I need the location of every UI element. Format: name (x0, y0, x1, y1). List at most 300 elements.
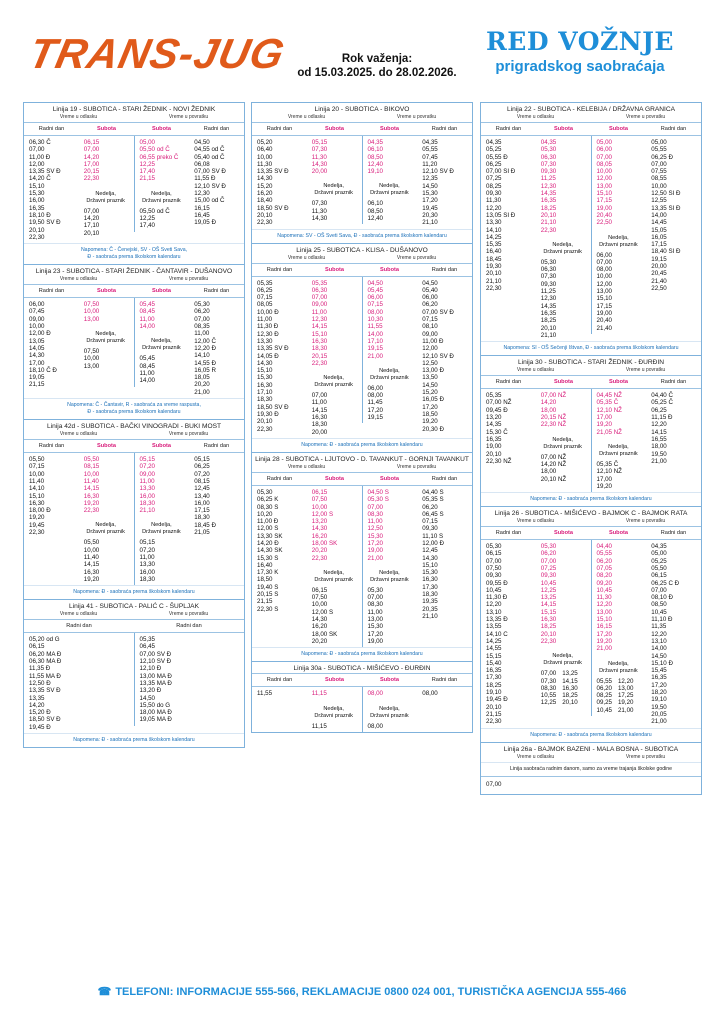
departure-time: 08,50 (367, 207, 383, 215)
departure-time: 12,30 (194, 190, 210, 198)
departure-time: 07,00 (83, 146, 100, 154)
line-title: Linija 25 - SUBOTICA - KLISA - DUŠANOVO (296, 246, 428, 254)
departure-time: 04,35 (486, 139, 502, 146)
holiday-times (368, 723, 418, 730)
departure-time: 13,40 (194, 492, 210, 500)
departure-time: 12,20 Đ (194, 344, 216, 352)
line-title: Linija 28 - SUBOTICA - LJUTOVO - D. TAVANKUT - GORNJI TAVANKUT (255, 455, 469, 463)
departure-time: 16,30 (83, 568, 100, 576)
departure-time: 14,30 SK (257, 547, 283, 555)
day-header: Subota (325, 266, 344, 273)
departure-time: 13,00 Đ (422, 367, 444, 375)
day-headers (481, 526, 701, 540)
line-block (251, 243, 473, 453)
time-column (134, 136, 190, 232)
departure-time: 18,00 MA Đ (139, 709, 172, 717)
departure-time: 18,50 SV Đ (29, 716, 61, 724)
departure-time: 07,00 (481, 776, 701, 794)
departure-time: 05,30 S (367, 496, 389, 504)
line-block (480, 742, 702, 795)
departure-time: 13,20 Đ (139, 687, 162, 695)
departure-time: 07,00 (651, 586, 667, 594)
departure-time: 20,15 S (257, 591, 279, 599)
departure-time: 12,55 (651, 197, 667, 205)
holiday-times (312, 723, 362, 730)
departure-time: 15,30 (367, 532, 383, 540)
departure-time: 19,20 (596, 637, 612, 645)
line-title: Linija 30a - SUBOTICA - MIŠIĆEVO - ĐURĐIN (293, 665, 431, 673)
departure-time: 06,40 (257, 146, 273, 154)
time-column (189, 298, 244, 398)
departure-time: 14,25 (486, 233, 502, 241)
holiday-label (368, 706, 418, 720)
departure-time: 14,20 Đ (257, 539, 279, 547)
departure-time: 09,30 (486, 572, 502, 580)
departure-time: 09,30 (540, 280, 557, 288)
departure-time: 20,00 (311, 428, 328, 436)
holiday-times (312, 200, 362, 222)
departure-time: 22,30 (257, 425, 273, 433)
departure-time: 20,10 (257, 211, 273, 219)
departure-time: 15,30 (257, 374, 273, 382)
departure-time: 07,00 (367, 503, 383, 511)
departure-time: 14,00 (651, 645, 667, 653)
departure-time: 09,55 Đ (486, 579, 508, 587)
line-title: Linija 30 - SUBOTICA - STARI ŽEDNIK - ĐURĐIN (517, 359, 665, 367)
holiday-label-line: Državni praznik (314, 382, 353, 389)
direction-label: Vreme u odlasku (287, 254, 326, 261)
line-block (251, 452, 473, 662)
departure-time: 21,10 (139, 507, 155, 515)
departure-time: 14,00 (139, 377, 155, 385)
departure-time: 21,05 NŽ (596, 428, 622, 436)
departure-time: 06,00 (367, 294, 383, 302)
time-column (646, 389, 701, 467)
departure-time: 10,00 (29, 470, 45, 478)
line-title: Linija 26 - SUBOTICA - MIŠIĆEVO - BAJMOK C - BAJMOK RATA (494, 510, 688, 518)
departure-time: 20,10 (540, 630, 557, 638)
holiday-time-pair (597, 692, 647, 699)
departure-time: 13,35 SV Đ (29, 168, 61, 176)
line-note-text: Napomena: Đ - saobraća prema školskom kalendaru (73, 589, 195, 596)
departure-time: 06,25 (651, 406, 667, 414)
holiday-time-pair (541, 699, 591, 706)
departure-time: 17,20 (651, 681, 667, 689)
departure-time: 06,20 (596, 557, 612, 565)
holiday-times (84, 348, 134, 370)
timetable-body (24, 633, 244, 733)
departure-time: 11,35 Đ (29, 665, 51, 673)
time-column (481, 136, 536, 294)
departure-time: 11,00 (367, 518, 383, 526)
departure-time: 17,15 (596, 197, 612, 205)
departure-time: 07,00 (194, 315, 210, 323)
holiday-label-line: Državni praznik (86, 338, 125, 345)
departure-time: 18,45 (486, 255, 502, 263)
day-headers (481, 375, 701, 389)
departure-time: 16,40 (257, 561, 273, 569)
direction-labels (481, 754, 701, 762)
line-note-text: Napomena: Đ - saobraća prema školskom kalendaru (530, 496, 652, 503)
departure-time: 08,25 (596, 692, 612, 700)
day-header: Radni dan (495, 126, 522, 132)
departure-time: 17,20 (367, 630, 383, 638)
holiday-label (597, 661, 647, 675)
departure-time: 11,35 (651, 623, 667, 631)
day-header: Subota (554, 126, 573, 132)
departure-time: 22,30 (540, 637, 557, 645)
direction-label: Vreme u povratku (396, 254, 437, 261)
time-column (252, 486, 307, 615)
departure-time: 12,10 SV Đ (422, 168, 454, 176)
departure-time: 16,30 (29, 499, 45, 507)
departure-time: 11,55 (257, 690, 273, 698)
direction-label: Vreme u odlasku (516, 367, 555, 374)
direction-label: Vreme u odlasku (59, 431, 98, 438)
line-title: Linija 22 - SUBOTICA - KELEBIJA / DRŽAVNA GRANICA (506, 106, 676, 113)
departure-time: 21,00 (617, 706, 634, 714)
departure-time: 07,05 (596, 564, 612, 572)
departure-time: 20,15 (83, 168, 100, 176)
departure-time: 17,40 (139, 168, 155, 176)
departure-time: 12,00 S (311, 510, 334, 518)
departure-time: 18,00 SK (311, 539, 338, 547)
timetable-body (252, 687, 472, 732)
departure-time: 08,20 (596, 572, 612, 580)
departure-time: 11,00 (139, 477, 155, 485)
time-column (189, 136, 244, 229)
departure-time: 12,00 Đ (422, 539, 444, 547)
holiday-label (368, 183, 418, 197)
departure-time: 12,20 (596, 601, 612, 609)
line-note-text: Đ - saobraća prema školskom kalendaru (87, 409, 181, 416)
departure-time: 10,00 (311, 601, 328, 609)
departure-time: 07,00 SV Đ (139, 650, 172, 658)
departure-time: 14,00 (367, 330, 383, 338)
departure-time: 15,10 (596, 616, 612, 624)
departure-time: 12,35 (422, 175, 438, 183)
departure-time: 19,45 Đ (486, 696, 508, 704)
holiday-label-line: Državni praznik (142, 345, 181, 352)
line-note-text: Napomena: Đ - saobraća prema školskom kalendaru (301, 651, 423, 658)
holiday-label-line: Državni praznik (370, 576, 409, 583)
departure-time: 14,30 (257, 359, 273, 367)
departure-time: 15,10 (596, 190, 612, 198)
departure-time: 06,00 (596, 251, 612, 259)
departure-time: 19,50 (651, 450, 667, 458)
departure-time: 07,45 (422, 153, 438, 161)
departure-time: 12,20 (651, 630, 667, 638)
departure-time: 07,50 (486, 564, 502, 572)
departure-time: 21,40 (651, 277, 667, 285)
departure-time: 13,25 (562, 670, 578, 678)
departure-time: 06,30 MA Đ (29, 658, 62, 666)
holiday-times (368, 587, 418, 645)
departure-time: 07,25 (486, 175, 502, 183)
direction-label: Vreme u odlasku (59, 114, 98, 120)
departure-time: 19,20 (422, 418, 438, 426)
departure-time: 22,30 (311, 359, 328, 367)
departure-time: 21,10 (422, 612, 438, 620)
line-note-text: Napomena: Đ - saobraća prema školskom kalendaru (73, 737, 195, 744)
departure-time: 06,45 (139, 643, 155, 651)
departure-time: 06,30 (540, 266, 557, 274)
departure-time: 19,20 (617, 699, 634, 707)
departure-time: 14,50 (651, 652, 667, 660)
departure-time: 10,00 (83, 308, 100, 316)
time-column (252, 136, 307, 229)
direction-label: Vreme u odlasku (59, 611, 98, 618)
departure-time: 18,30 (257, 396, 273, 404)
direction-label: Vreme u odlasku (287, 114, 326, 120)
line-title: Linija 26a - BAJMOK BAZENI - MALA BOSNA - SUBOTICA (503, 745, 679, 753)
departure-time: 07,45 (29, 308, 45, 316)
departure-time: 06,15 (83, 139, 100, 146)
departure-time: 18,40 SI Đ (651, 248, 681, 256)
schedule-column-3 (480, 103, 702, 795)
departure-time: 19,10 (651, 696, 667, 704)
departure-time: 07,00 (596, 153, 612, 161)
direction-label: Vreme u povratku (396, 114, 437, 120)
direction-label: Vreme u odlasku (516, 753, 555, 760)
departure-time: 07,00 (651, 160, 667, 168)
departure-time: 08,00 (422, 690, 438, 698)
departure-time: 10,45 (596, 706, 612, 714)
departure-time: 18,30 (139, 575, 155, 583)
departure-time: 17,30 (486, 674, 502, 682)
holiday-label-line: Nedelja, (379, 367, 400, 374)
departure-time: 12,20 (617, 677, 634, 685)
departure-time: 12,40 (367, 215, 383, 223)
departure-time: 14,35 (486, 421, 502, 429)
departure-time: 12,00 (422, 345, 438, 353)
holiday-label (368, 368, 418, 382)
departure-time: 08,00 (367, 392, 383, 400)
departure-time: 15,10 (29, 182, 45, 190)
day-header: Subota (380, 475, 399, 482)
holiday-label (84, 522, 134, 536)
departure-time: 17,40 (139, 222, 155, 230)
direction-label: Vreme u povratku (396, 463, 437, 470)
day-header: Subota (325, 475, 344, 482)
departure-time: 07,55 (651, 168, 667, 176)
departure-time: 19,00 (486, 443, 502, 451)
time-column (417, 277, 472, 435)
departure-time: 11,00 (194, 330, 210, 338)
holiday-label (84, 191, 134, 205)
time-column (24, 633, 134, 733)
departure-time: 11,15 Đ (651, 414, 673, 422)
departure-time: 09,00 (139, 470, 155, 478)
departure-time: 10,00 Đ (257, 308, 279, 316)
departure-time: 21,15 (139, 175, 155, 183)
line-title: Linija 42d - SUBOTICA - BAČKI VINOGRADI - BUKI MOST (46, 423, 222, 431)
departure-time: 11,40 (29, 477, 45, 485)
departure-time: 05,45 (367, 286, 383, 294)
departure-time: 07,30 (311, 200, 328, 208)
departure-time: 14,20 NŽ (540, 460, 567, 468)
departure-time: 20,30 Đ (422, 425, 444, 433)
departure-time: 16,30 (311, 337, 328, 345)
direction-labels (24, 276, 244, 284)
departure-time: 13,00 (596, 182, 612, 190)
day-header: Radni dan (38, 443, 65, 450)
departure-time: 16,05 Đ (422, 396, 444, 404)
holiday-time-pair (597, 699, 647, 706)
departure-time: 12,20 (486, 601, 502, 609)
departure-time: 06,45 S (422, 510, 444, 518)
holiday-label (140, 191, 190, 205)
departure-time: 06,30 Č (29, 139, 51, 146)
departure-time: 16,45 (194, 211, 210, 219)
time-column (536, 389, 591, 485)
departure-time: 06,20 (194, 308, 210, 316)
departure-time: 14,20 (83, 153, 100, 161)
departure-time: 08,00 (367, 308, 383, 316)
direction-label: Vreme u povratku (625, 518, 666, 525)
departure-time: 15,40 (486, 659, 502, 667)
departure-time: 06,15 (311, 488, 328, 496)
departure-time: 06,25 (194, 463, 210, 471)
departure-time: 11,20 (422, 160, 438, 168)
day-headers (481, 122, 701, 136)
departure-time: 10,00 (29, 323, 45, 331)
departure-time: 14,35 (540, 302, 557, 310)
departure-time: 20,10 (257, 418, 273, 426)
departure-time: 12,50 (422, 359, 438, 367)
time-column (417, 687, 472, 699)
departure-time: 14,05 Đ (257, 352, 279, 360)
departure-time: 15,10 (257, 367, 273, 375)
departure-time: 07,00 (486, 557, 502, 565)
holiday-label-line: Državni praznik (543, 248, 582, 255)
direction-labels (24, 611, 244, 619)
departure-time: 05,25 Č (651, 399, 673, 407)
departure-time: 13,00 (596, 608, 612, 616)
departure-time: 16,35 (486, 435, 502, 443)
day-headers (252, 673, 472, 687)
departure-time: 22,30 (29, 528, 45, 536)
departure-time: 16,30 (562, 684, 578, 692)
departure-time: 13,00 MA Đ (139, 672, 172, 680)
departure-time: 16,30 (311, 414, 328, 422)
line-note-text: Napomena: SI - OŠ Sečenji Ištvan, Đ - saobraća prema školskom kalendaru (503, 345, 679, 352)
time-column (536, 540, 591, 709)
holiday-label (312, 375, 362, 389)
holiday-label-line: Nedelja, (552, 436, 573, 443)
departure-time: 05,00 (139, 139, 155, 146)
day-header: Radni dan (38, 126, 65, 132)
timetable-body (24, 136, 244, 243)
departure-time: 16,55 (651, 435, 667, 443)
departure-time: 13,05 SI Đ (486, 211, 516, 219)
time-column (591, 540, 647, 716)
time-column (362, 687, 418, 732)
holiday-times (312, 587, 362, 645)
day-header: Radni dan (660, 379, 687, 386)
departure-time: 18,25 (486, 681, 502, 689)
holiday-label-line: Nedelja, (95, 331, 116, 338)
departure-time: 13,10 (651, 637, 667, 645)
departure-time: 06,30 (311, 286, 328, 294)
departure-time: 04,50 (367, 279, 383, 287)
departure-time: 22,30 (257, 219, 273, 227)
departure-time: 19,05 MA Đ (139, 716, 172, 724)
departure-time: 22,30 NŽ (486, 457, 512, 465)
departure-time: 19,00 (367, 637, 383, 645)
holiday-times (368, 385, 418, 421)
direction-label: Vreme u odlasku (516, 114, 555, 120)
departure-time: 16,15 (194, 204, 210, 212)
departure-time: 19,15 (367, 345, 383, 353)
departure-time: 17,20 (422, 403, 438, 411)
time-column (252, 277, 307, 435)
departure-time: 06,08 (194, 160, 210, 168)
departure-time: 20,15 NŽ (540, 414, 567, 422)
departure-time: 11,15 (311, 690, 327, 698)
departure-time: 14,30 (311, 215, 328, 223)
line-block (23, 264, 245, 420)
direction-labels (252, 464, 472, 472)
departure-time: 06,20 (596, 684, 612, 692)
departure-time: 14,15 (651, 428, 667, 436)
direction-labels (481, 518, 701, 526)
departure-time: 22,30 (83, 507, 100, 515)
holiday-times (140, 355, 190, 384)
departure-time: 17,00 (83, 160, 100, 168)
schedule-column-2 (251, 103, 473, 733)
departure-time: 21,00 (367, 554, 383, 562)
line-note (252, 647, 472, 661)
departure-time: 20,30 (422, 211, 438, 219)
holiday-label (140, 338, 190, 352)
departure-time: 13,35 (29, 694, 45, 702)
departure-time: 12,20 (486, 204, 502, 212)
departure-time: 10,55 (540, 692, 557, 700)
page-title: RED VOŽNJE (486, 27, 674, 56)
time-column (24, 298, 79, 391)
departure-time: 10,00 (83, 355, 100, 363)
holiday-label (541, 653, 591, 667)
departure-time: 18,30 (422, 591, 438, 599)
departure-time: 11,00 (139, 315, 155, 323)
time-column (189, 453, 244, 538)
departure-time: 08,30 (367, 510, 383, 518)
departure-time: 20,35 (422, 605, 438, 613)
line-title: Linija 23 - SUBOTICA - STARI ŽEDNIK - ČANTAVIR - DUŠANOVO (35, 268, 233, 276)
departure-time: 18,30 (194, 514, 210, 522)
departure-time: 18,05 (194, 374, 210, 382)
time-column (24, 453, 79, 538)
departure-time: 12,00 (596, 280, 612, 288)
departure-time: 04,35 (422, 139, 438, 146)
departure-time: 20,10 (540, 211, 557, 219)
departure-time: 11,30 Đ (486, 594, 508, 602)
line-title: Linija 41 - SUBOTICA - PALIĆ C - ŠUPLJAK (69, 603, 199, 611)
departure-time: 05,50 (29, 456, 45, 464)
direction-labels (24, 114, 244, 122)
departure-time: 11,40 (83, 553, 99, 561)
departure-time: 09,25 (596, 699, 612, 707)
line-note (24, 398, 244, 419)
holiday-label-line: Nedelja, (552, 241, 573, 248)
departure-time: 13,05 (29, 337, 45, 345)
departure-time: 14,10 (194, 352, 210, 360)
day-header: Radni dan (431, 475, 458, 482)
departure-time: 20,15 (311, 352, 328, 360)
departure-time: 15,30 Č (486, 428, 508, 436)
departure-time: 09,00 (422, 330, 438, 338)
